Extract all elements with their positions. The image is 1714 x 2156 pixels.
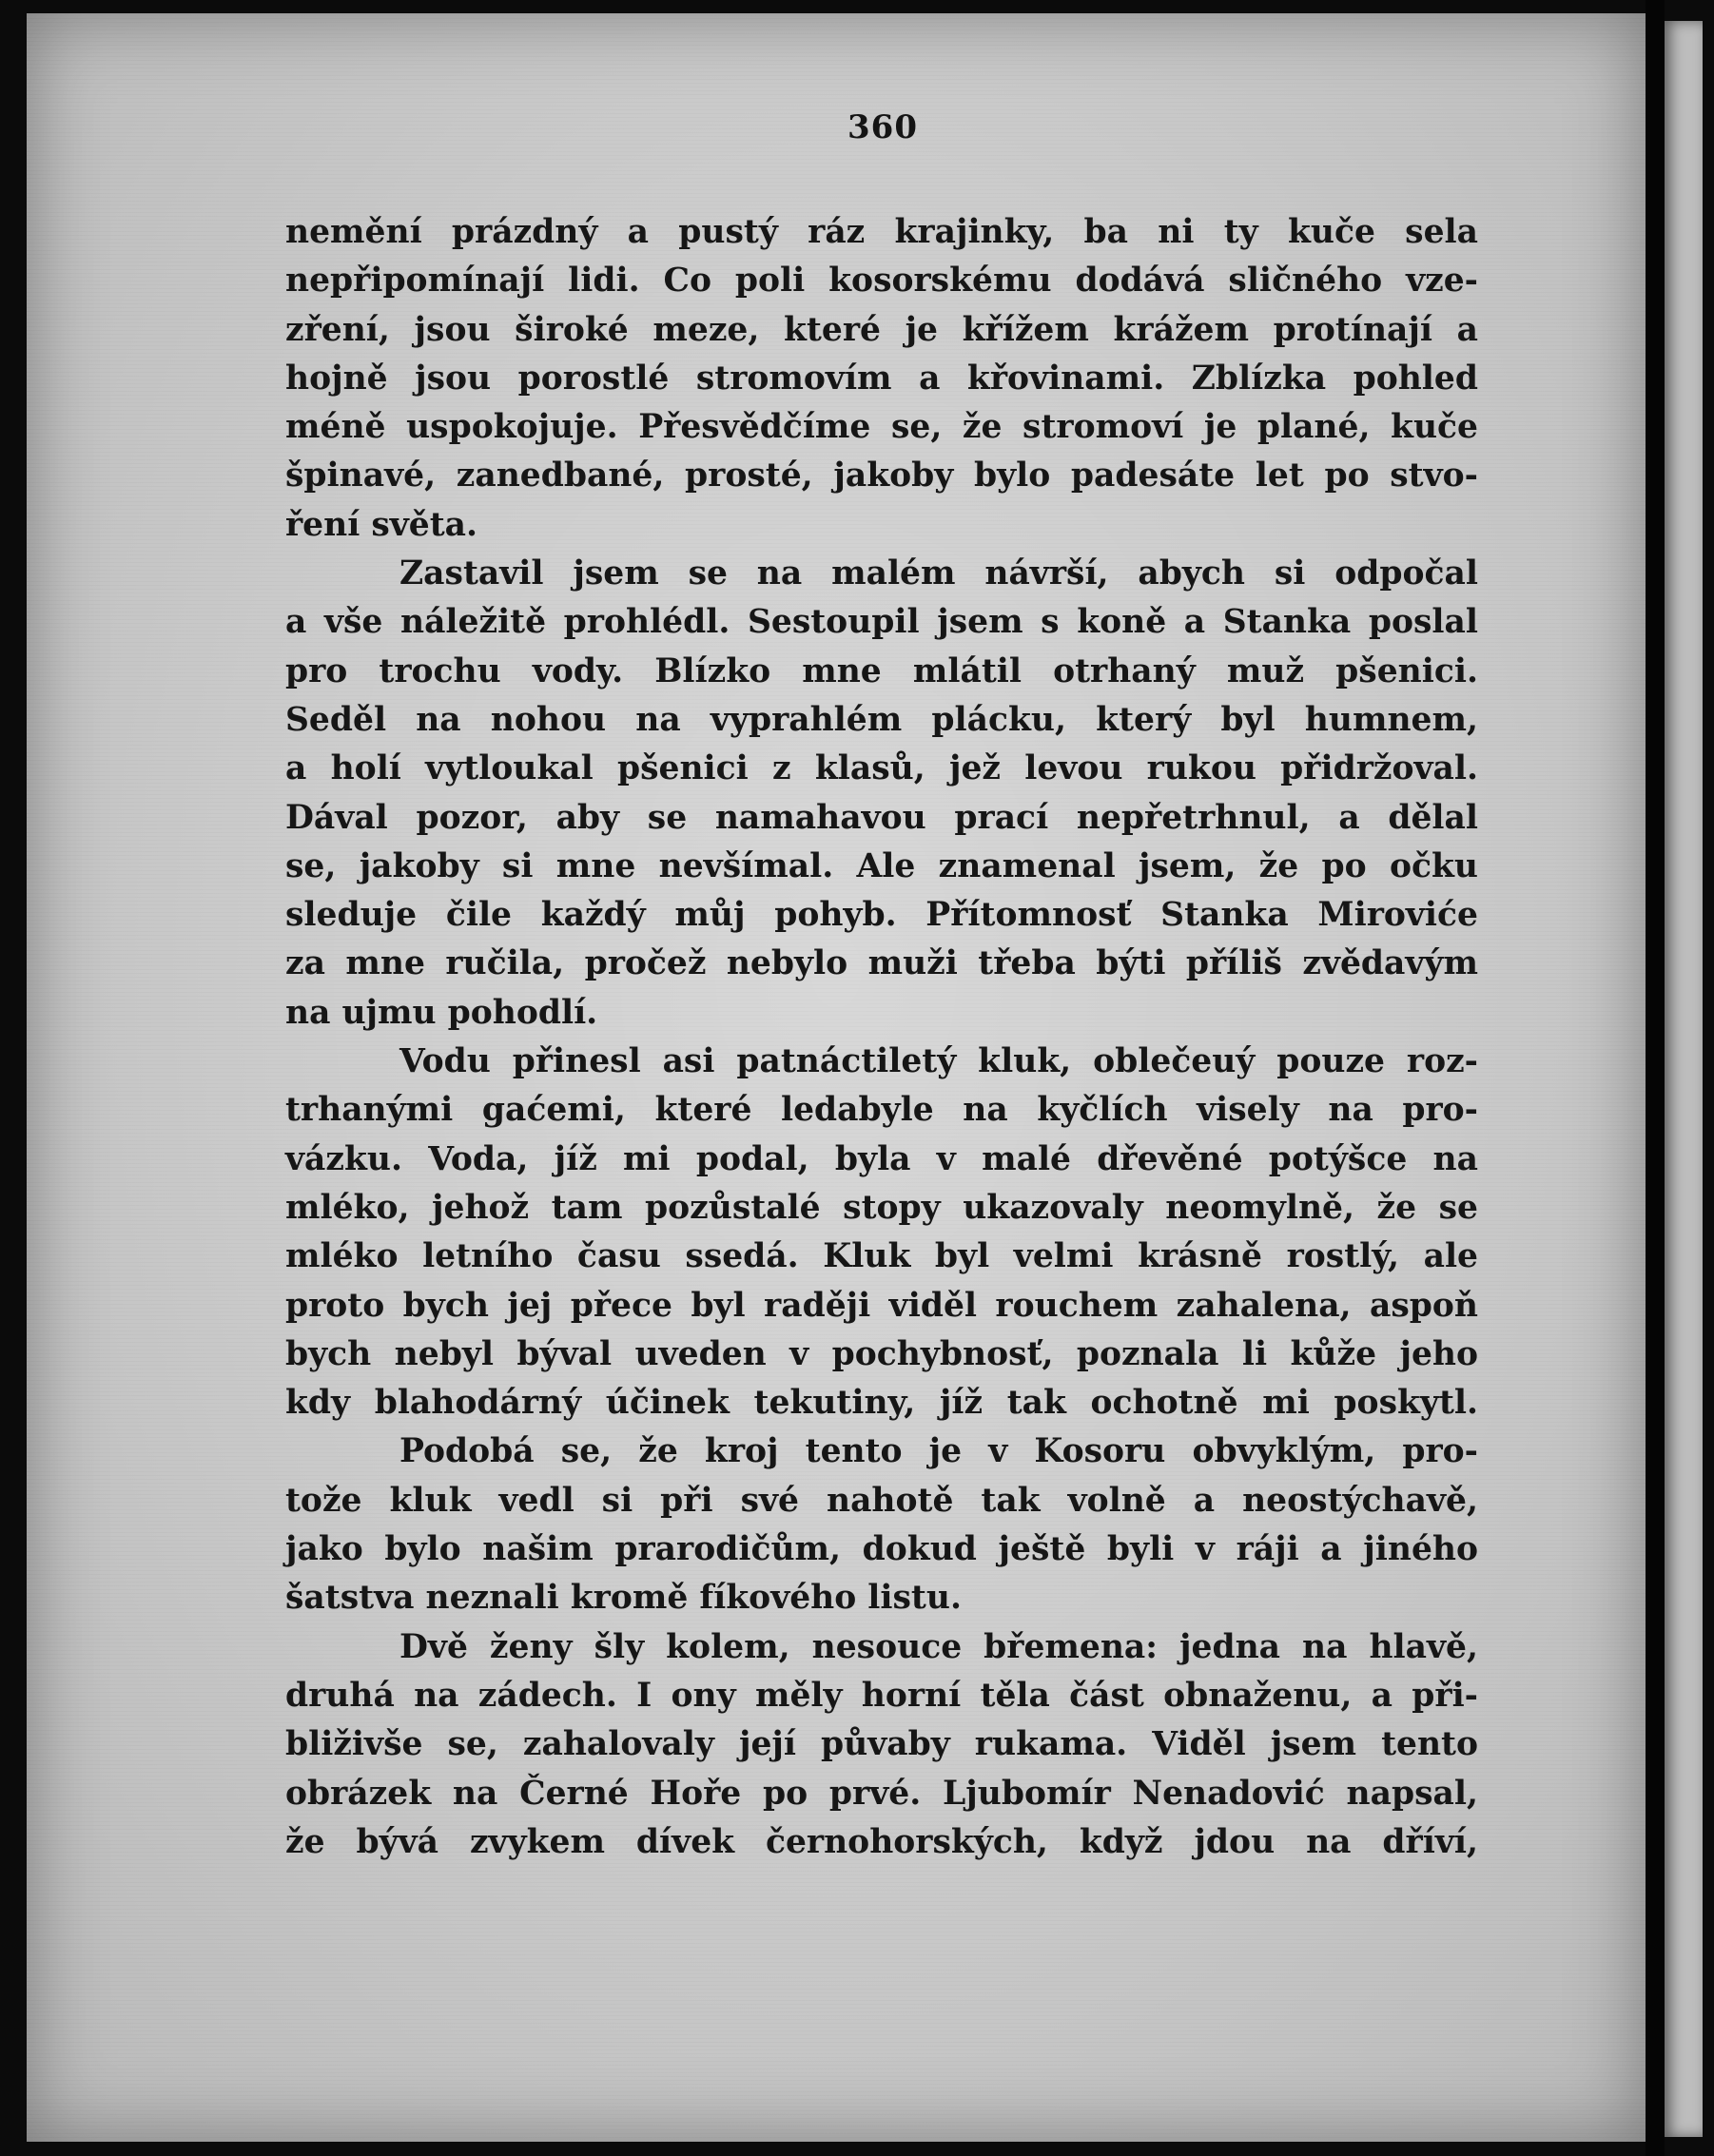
text-line: bliživše se, zahalovaly její půvaby rukama. Viděl jsem tento	[285, 1725, 1478, 1764]
text-line: za mne ručila, pročež nebylo muži třeba býti příliš zvědavým	[285, 944, 1478, 983]
text-line: Zastavil jsem se na malém návrší, abych si odpočal	[399, 554, 1478, 593]
book-page	[27, 13, 1646, 2142]
text-line: jako bylo našim prarodičům, dokud ještě byli v ráji a jiného	[285, 1530, 1478, 1569]
page-number: 360	[847, 108, 918, 146]
text-line: proto bych jej přece byl raději viděl rouchem zahalena, aspoň	[285, 1286, 1478, 1325]
body-text	[285, 208, 1478, 1867]
text-line: Podobá se, že kroj tento je v Kosoru obvyklým, pro-	[399, 1432, 1478, 1471]
text-line: hojně jsou porostlé stromovím a křovinami. Zblízka pohled	[285, 359, 1478, 398]
text-line: Dvě ženy šly kolem, nesouce břemena: jedna na hlavě,	[399, 1627, 1478, 1666]
text-line: vázku. Voda, jíž mi podal, byla v malé dřevěné potýšce na	[285, 1139, 1478, 1178]
text-line: trhanými gaćemi, které ledabyle na kyčlích visely na pro-	[285, 1091, 1478, 1130]
text-line: sleduje čile každý můj pohyb. Přítomnosť Stanka Miroviće	[285, 896, 1478, 935]
text-line: na ujmu pohodlí.	[285, 993, 598, 1032]
text-line: obrázek na Černé Hoře po prvé. Ljubomír Nenadović napsal,	[285, 1774, 1478, 1813]
text-line: ření světa.	[285, 505, 478, 544]
text-line: se, jakoby si mne nevšímal. Ale znamenal jsem, že po očku	[285, 846, 1478, 885]
text-line: zření, jsou široké meze, které je křížem krážem protínají a	[285, 310, 1478, 349]
text-line: Dával pozor, aby se namahavou prací nepřetrhnul, a dělal	[285, 798, 1478, 837]
text-line: a vše náležitě prohlédl. Sestoupil jsem s koně a Stanka poslal	[285, 603, 1478, 642]
text-line: nepřipomínají lidi. Co poli kosorskému dodává sličného vze-	[285, 262, 1478, 301]
adjacent-page-edge	[1665, 21, 1703, 2137]
text-line: Vodu přinesl asi patnáctiletý kluk, oblečeuý pouze roz-	[399, 1042, 1478, 1081]
text-line: bych nebyl býval uveden v pochybnosť, poznala li kůže jeho	[285, 1334, 1478, 1373]
text-line: mléko, jehož tam pozůstalé stopy ukazovaly neomylně, že se	[285, 1188, 1478, 1227]
text-line: šatstva neznali kromě fíkového listu.	[285, 1579, 962, 1618]
text-line: nemění prázdný a pustý ráz krajinky, ba ni ty kuče sela	[285, 213, 1478, 251]
text-line: mléko letního času ssedá. Kluk byl velmi krásně rostlý, ale	[285, 1237, 1478, 1276]
text-line: méně uspokojuje. Přesvědčíme se, že stromoví je plané, kuče	[285, 408, 1478, 447]
text-line: špinavé, zanedbané, prosté, jakoby bylo padesáte let po stvo-	[285, 456, 1478, 495]
text-line: druhá na zádech. I ony měly horní těla část obnaženu, a při-	[285, 1676, 1478, 1715]
text-line: a holí vytloukal pšenici z klasů, jež levou rukou přidržoval.	[285, 749, 1478, 788]
text-line: že bývá zvykem dívek černohorských, když jdou na dříví,	[285, 1822, 1478, 1861]
text-line: pro trochu vody. Blízko mne mlátil otrhaný muž pšenici.	[285, 651, 1478, 690]
text-line: tože kluk vedl si při své nahotě tak volně a neostýchavě,	[285, 1481, 1478, 1520]
text-line: Seděl na nohou na vyprahlém plácku, který byl humnem,	[285, 700, 1478, 739]
binding-shadow	[1646, 0, 1665, 2156]
text-line: kdy blahodárný účinek tekutiny, jíž tak ochotně mi poskytl.	[285, 1384, 1478, 1423]
